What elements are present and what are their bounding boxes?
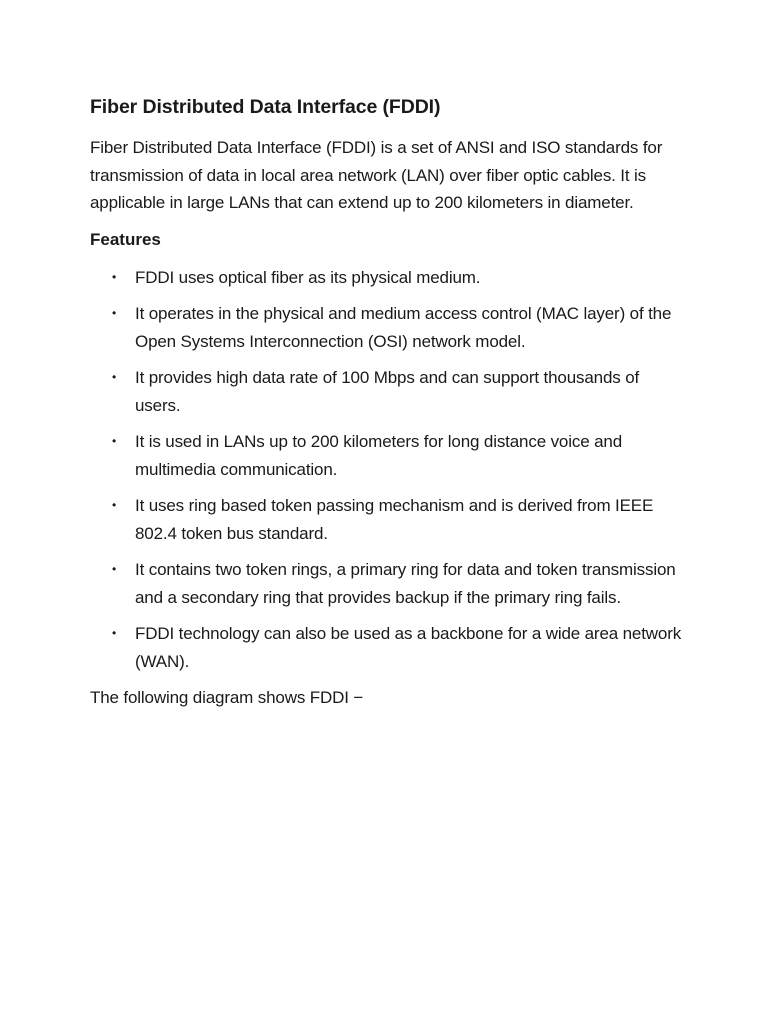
bullet-icon: • (112, 498, 117, 512)
list-item (90, 492, 688, 547)
feature-text: It uses ring based token passing mechanism and is derived from IEEE 802.4 token bus standard. (135, 496, 654, 543)
list-item (90, 556, 688, 611)
feature-text: FDDI uses optical fiber as its physical medium. (135, 267, 481, 287)
feature-text: It operates in the physical and medium access control (MAC layer) of the Open Systems Interconnection (OSI) network model. (135, 304, 672, 351)
bullet-icon: • (112, 562, 117, 576)
bullet-icon: • (112, 269, 117, 284)
features-heading: Features (90, 229, 161, 249)
list-item (90, 620, 688, 675)
bullet-icon: • (112, 626, 117, 640)
intro-paragraph: Fiber Distributed Data Interface (FDDI) is a set of ANSI and ISO standards for transmission of data in local area network (LAN) over fiber optic cables. It is applicable in large LANs that can extend up to 200 kilometers in diameter. (90, 138, 663, 212)
feature-text: FDDI technology can also be used as a backbone for a wide area network (WAN). (135, 624, 682, 671)
feature-text: It is used in LANs up to 200 kilometers for long distance voice and multimedia communication. (135, 432, 623, 479)
feature-text: It contains two token rings, a primary ring for data and token transmission and a secondary ring that provides backup if the primary ring fails. (135, 560, 676, 607)
bullet-icon: • (112, 434, 117, 448)
list-item (90, 264, 688, 292)
list-item (90, 428, 688, 483)
features-list (90, 264, 688, 676)
list-item (90, 364, 688, 419)
feature-text: It provides high data rate of 100 Mbps and can support thousands of users. (135, 368, 640, 415)
closing-paragraph: The following diagram shows FDDI − (90, 688, 364, 707)
document-title: Fiber Distributed Data Interface (FDDI) (90, 96, 441, 118)
bullet-icon: • (112, 306, 117, 320)
list-item (90, 300, 688, 355)
bullet-icon: • (112, 370, 117, 384)
